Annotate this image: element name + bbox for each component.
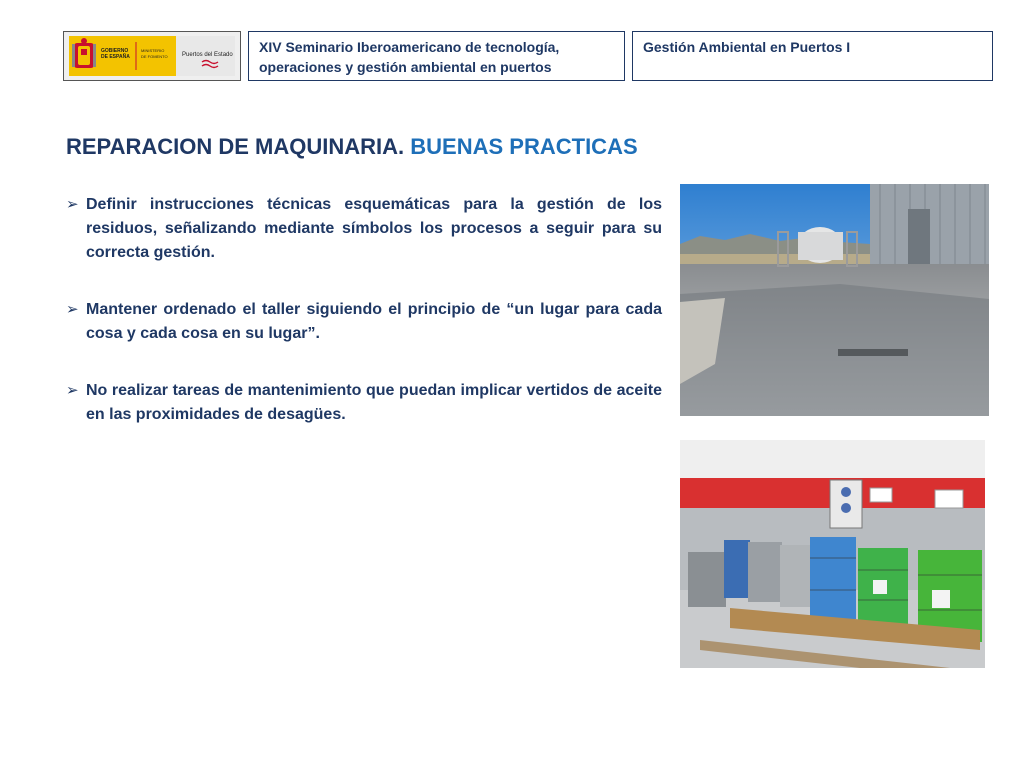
bullet-text: Definir instrucciones técnicas esquemáticas para la gestión de los residuos, señalizando mediante símbolos los procesos a seguir para su correcta gestión. bbox=[86, 196, 662, 261]
arrow-bullet-icon: ➢ bbox=[66, 301, 79, 318]
bullet-text: No realizar tareas de mantenimiento que puedan implicar vertidos de aceite en las proximidades de desagües. bbox=[86, 382, 662, 423]
svg-text:GOBIERNO: GOBIERNO bbox=[101, 48, 129, 54]
waste-drums-photo bbox=[680, 440, 985, 668]
slide-title bbox=[66, 134, 638, 160]
bullet-text: Mantener ordenado el taller siguiendo el principio de “un lugar para cada cosa y cada cosa en su lugar”. bbox=[86, 301, 662, 342]
bullet-item bbox=[66, 193, 662, 265]
logo-box bbox=[63, 31, 241, 81]
bullet-item bbox=[66, 379, 662, 427]
svg-text:DE ESPAÑA: DE ESPAÑA bbox=[101, 54, 130, 60]
seminar-line-1: XIV Seminario Iberoamericano de tecnología, bbox=[259, 39, 560, 55]
bullet-list bbox=[66, 193, 662, 460]
svg-text:DE FOMENTO: DE FOMENTO bbox=[141, 54, 168, 59]
title-part-1: REPARACION DE MAQUINARIA. bbox=[66, 134, 405, 159]
bullet-item bbox=[66, 298, 662, 346]
svg-text:MINISTERIO: MINISTERIO bbox=[141, 48, 165, 53]
arrow-bullet-icon: ➢ bbox=[66, 382, 79, 399]
seminar-line-2: operaciones y gestión ambiental en puertos bbox=[259, 59, 552, 75]
title-part-2: BUENAS PRACTICAS bbox=[410, 134, 638, 159]
arrow-bullet-icon: ➢ bbox=[66, 196, 79, 213]
government-logo bbox=[64, 32, 240, 80]
section-title-box bbox=[632, 31, 993, 81]
svg-text:Puertos del Estado: Puertos del Estado bbox=[182, 52, 233, 58]
section-title: Gestión Ambiental en Puertos I bbox=[643, 39, 851, 55]
seminar-title-box bbox=[248, 31, 625, 81]
outdoor-tank-photo bbox=[680, 184, 989, 416]
